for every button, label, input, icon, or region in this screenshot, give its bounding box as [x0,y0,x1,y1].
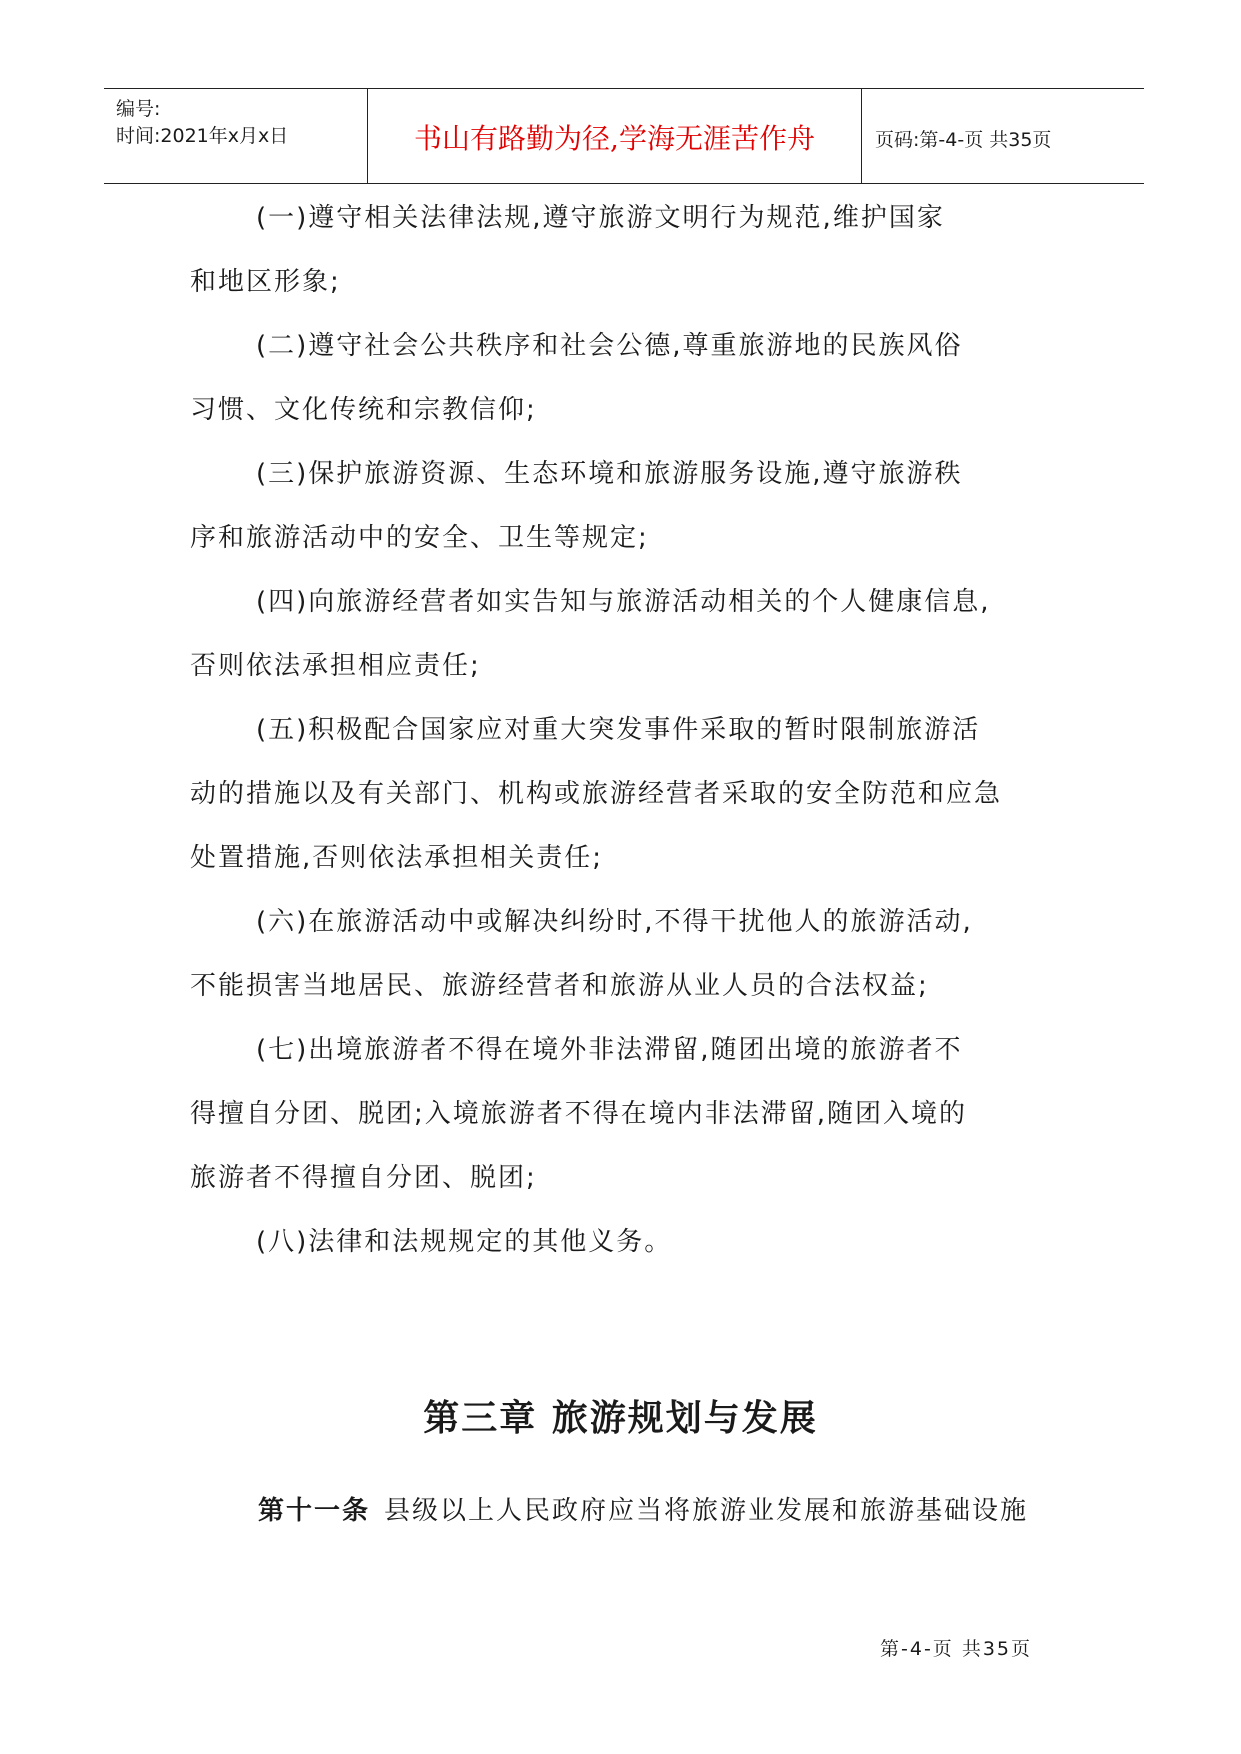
obligation-item-4 [190,570,1060,698]
article-text: 县级以上人民政府应当将旅游业发展和旅游基础设施 [384,1496,1029,1526]
paragraph-first-line: (四)向旅游经营者如实告知与旅游活动相关的个人健康信息, [256,587,991,617]
article-11 [258,1490,1028,1527]
paragraph-first-line: (六)在旅游活动中或解决纠纷时,不得干扰他人的旅游活动, [256,907,973,937]
paragraph-continuation: 序和旅游活动中的安全、卫生等规定; [190,523,649,553]
paragraph-continuation: 和地区形象; [190,267,341,297]
paragraph-continuation: 得擅自分团、脱团;入境旅游者不得在境内非法滞留,随团入境的 旅游者不得擅自分团、脱团; [190,1099,968,1193]
chapter-title: 第三章 旅游规划与发展 [423,1397,818,1439]
paragraph-first-line: (八)法律和法规规定的其他义务。 [256,1227,673,1257]
document-number-label: 编号: [116,98,161,120]
paragraph-continuation: 不能损害当地居民、旅游经营者和旅游从业人员的合法权益; [190,971,929,1001]
obligation-item-8 [190,1210,1060,1274]
body-content [190,186,1060,1274]
paragraph-continuation: 习惯、文化传统和宗教信仰; [190,395,537,425]
header-motto: 书山有路勤为径,学海无涯苦作舟 [414,122,815,155]
header-left-cell [104,89,367,183]
header-page-info: 页码:第-4-页 共35页 [875,129,1052,151]
obligation-item-5 [190,698,1060,890]
article-number: 第十一条 [258,1496,371,1526]
header-right-cell [861,89,1144,183]
header-middle-cell [367,89,862,183]
obligation-item-1 [190,186,1060,314]
obligation-item-3 [190,442,1060,570]
paragraph-first-line: (三)保护旅游资源、生态环境和旅游服务设施,遵守旅游秩 [256,459,963,489]
paragraph-first-line: (二)遵守社会公共秩序和社会公德,尊重旅游地的民族风俗 [256,331,963,361]
paragraph-first-line: (五)积极配合国家应对重大突发事件采取的暂时限制旅游活 [256,715,981,745]
paragraph-continuation: 动的措施以及有关部门、机构或旅游经营者采取的安全防范和应急 处置措施,否则依法承担相关责任; [190,779,1003,873]
document-header [104,88,1144,184]
page-footer: 第-4-页 共35页 [880,1638,1033,1660]
paragraph-first-line: (七)出境旅游者不得在境外非法滞留,随团出境的旅游者不 [256,1035,963,1065]
paragraph-continuation: 否则依法承担相应责任; [190,651,481,681]
obligation-item-7 [190,1018,1060,1210]
paragraph-first-line: (一)遵守相关法律法规,遵守旅游文明行为规范,维护国家 [256,203,945,233]
obligation-item-2 [190,314,1060,442]
obligation-item-6 [190,890,1060,1018]
document-time-label: 时间:2021年x月x日 [116,125,289,147]
